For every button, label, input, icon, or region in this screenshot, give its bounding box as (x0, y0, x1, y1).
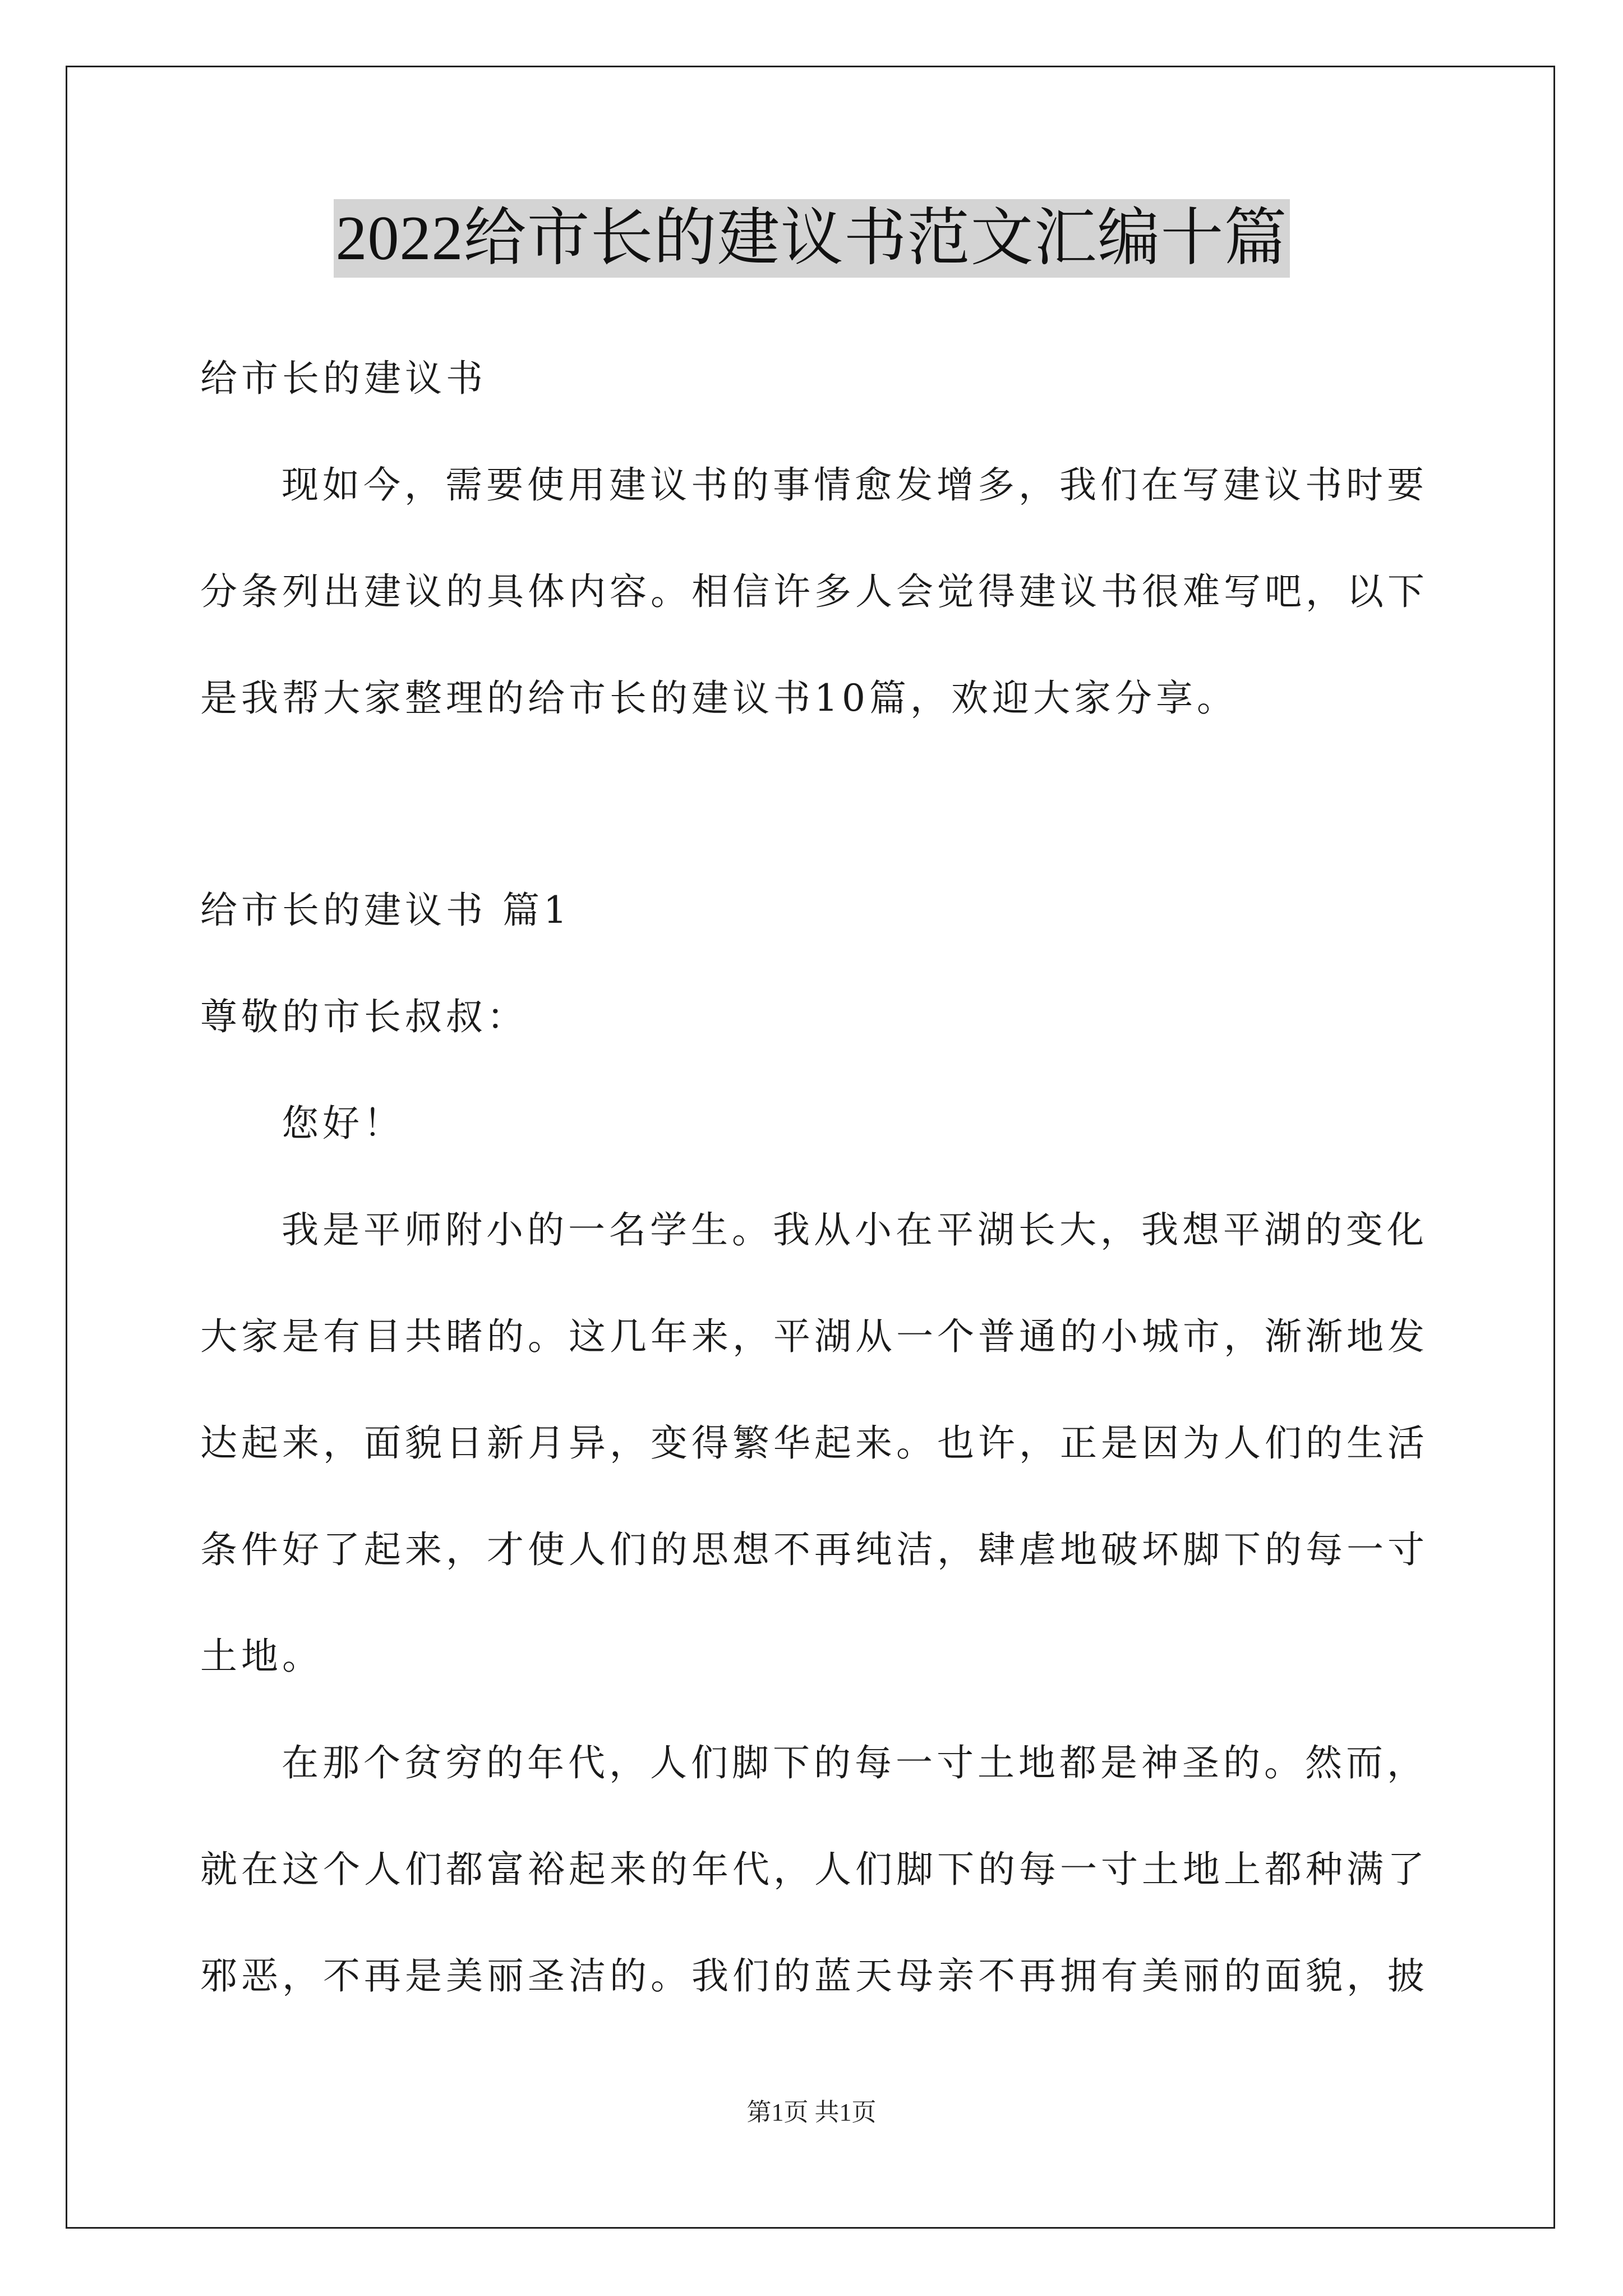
paragraph1-line-1: 我是平师附小的一名学生。我从小在平湖长大，我想平湖的变化 (282, 1208, 1428, 1251)
paragraph1-line-3: 达起来，面貌日新月异，变得繁华起来。也许，正是因为人们的生活 (200, 1421, 1428, 1465)
section-heading: 给市长的建议书 (200, 357, 487, 400)
paragraph1-line-5: 土地。 (200, 1635, 323, 1678)
article-heading: 给市长的建议书 篇1 (200, 889, 571, 932)
intro-line-3: 是我帮大家整理的给市长的建议书10篇，欢迎大家分享。 (200, 677, 1238, 720)
document-title: 2022给市长的建议书范文汇编十篇 (334, 199, 1290, 278)
paragraph2-line-1: 在那个贫穷的年代，人们脚下的每一寸土地都是神圣的。然而， (282, 1741, 1428, 1784)
paragraph2-line-3: 邪恶，不再是美丽圣洁的。我们的蓝天母亲不再拥有美丽的面貌，披 (200, 1954, 1428, 1998)
intro-line-1: 现如今，需要使用建议书的事情愈发增多，我们在写建议书时要 (282, 463, 1428, 507)
paragraph1-line-4: 条件好了起来，才使人们的思想不再纯洁，肆虐地破坏脚下的每一寸 (200, 1528, 1428, 1571)
title-container (0, 199, 1623, 278)
page-footer: 第1页 共1页 (746, 2099, 877, 2126)
paragraph2-line-2: 就在这个人们都富裕起来的年代，人们脚下的每一寸土地上都种满了 (200, 1848, 1428, 1891)
greeting: 您好！ (282, 1102, 404, 1145)
intro-line-2: 分条列出建议的具体内容。相信许多人会觉得建议书很难写吧，以下 (200, 570, 1428, 613)
salutation: 尊敬的市长叔叔： (200, 995, 528, 1038)
paragraph1-line-2: 大家是有目共睹的。这几年来，平湖从一个普通的小城市，渐渐地发 (200, 1315, 1428, 1358)
